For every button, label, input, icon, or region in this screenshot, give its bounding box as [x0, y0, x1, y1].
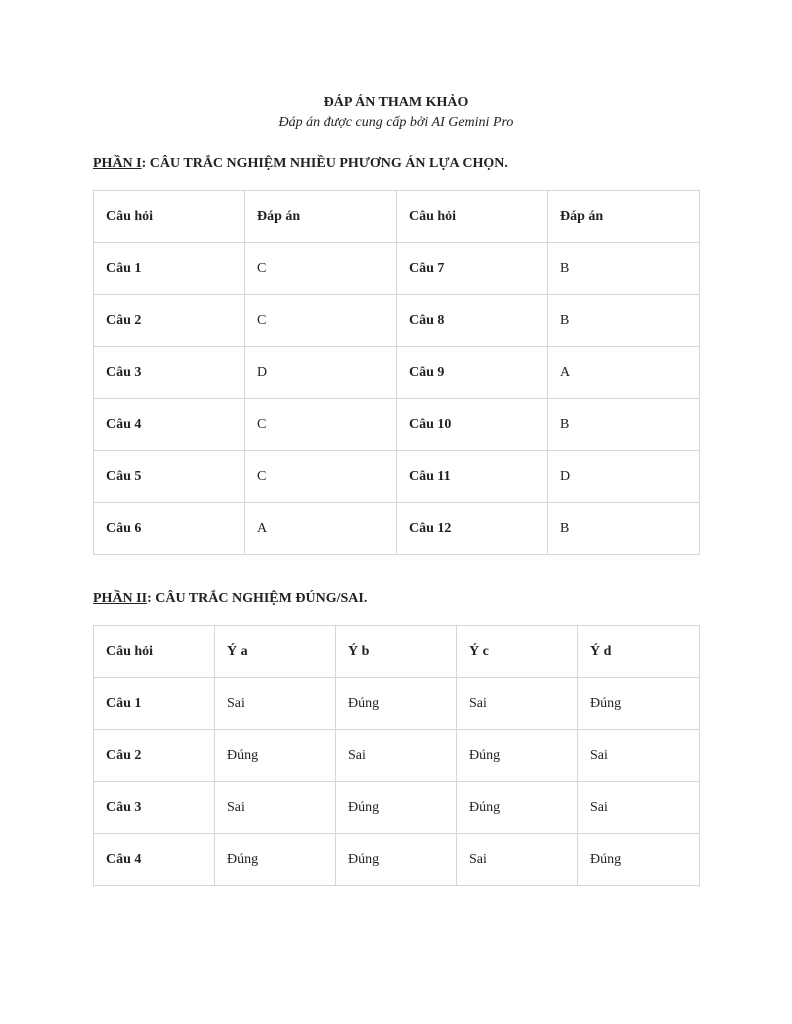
table-row: [94, 834, 700, 886]
header-cell: Đáp án: [245, 191, 397, 243]
part1-heading-text: : CÂU TRẮC NGHIỆM NHIỀU PHƯƠNG ÁN LỰA CHỌN.: [141, 156, 508, 171]
header-cell: Đáp án: [548, 191, 700, 243]
table-row: [94, 782, 700, 834]
document-title: ĐÁP ÁN THAM KHẢO: [323, 95, 469, 110]
answer-cell: Sai: [457, 678, 578, 730]
answer-cell: C: [245, 295, 397, 347]
answer-cell: D: [245, 347, 397, 399]
table-row: [94, 451, 700, 503]
answer-cell: Sai: [336, 730, 457, 782]
answer-cell: A: [245, 503, 397, 555]
answer-cell: B: [548, 399, 700, 451]
part1-heading: [93, 155, 508, 173]
answer-cell: Đúng: [215, 730, 336, 782]
answer-cell: B: [548, 295, 700, 347]
answer-cell: Sai: [215, 782, 336, 834]
answer-cell: C: [245, 243, 397, 295]
question-cell: Câu 12: [397, 503, 548, 555]
question-cell: Câu 9: [397, 347, 548, 399]
question-cell: Câu 3: [94, 347, 245, 399]
answer-cell: Sai: [578, 782, 700, 834]
header-cell: Ý a: [215, 626, 336, 678]
table-row: [94, 347, 700, 399]
answer-cell: Sai: [578, 730, 700, 782]
answer-cell: C: [245, 399, 397, 451]
header-cell: Ý c: [457, 626, 578, 678]
question-cell: Câu 3: [94, 782, 215, 834]
table-header-row: [94, 626, 700, 678]
question-cell: Câu 6: [94, 503, 245, 555]
answer-cell: B: [548, 503, 700, 555]
question-cell: Câu 1: [94, 678, 215, 730]
answer-cell: C: [245, 451, 397, 503]
answer-cell: Sai: [215, 678, 336, 730]
answer-cell: D: [548, 451, 700, 503]
answer-cell: Đúng: [215, 834, 336, 886]
part1-label: PHẦN I: [93, 156, 142, 171]
question-cell: Câu 11: [397, 451, 548, 503]
question-cell: Câu 5: [94, 451, 245, 503]
question-cell: Câu 8: [397, 295, 548, 347]
part2-heading: [93, 590, 367, 608]
answer-cell: Đúng: [336, 782, 457, 834]
question-cell: Câu 2: [94, 730, 215, 782]
table-row: [94, 243, 700, 295]
answer-cell: Đúng: [457, 730, 578, 782]
answer-cell: Đúng: [578, 678, 700, 730]
table-row: [94, 678, 700, 730]
answer-cell: Sai: [457, 834, 578, 886]
part2-heading-text: : CÂU TRẮC NGHIỆM ĐÚNG/SAI.: [147, 591, 368, 606]
question-cell: Câu 2: [94, 295, 245, 347]
question-cell: Câu 4: [94, 834, 215, 886]
question-cell: Câu 7: [397, 243, 548, 295]
table-row: [94, 503, 700, 555]
answer-cell: Đúng: [336, 834, 457, 886]
table-row: [94, 399, 700, 451]
answer-cell: B: [548, 243, 700, 295]
header-cell: Ý b: [336, 626, 457, 678]
question-cell: Câu 10: [397, 399, 548, 451]
part2-answer-table: [93, 625, 700, 886]
answer-cell: Đúng: [457, 782, 578, 834]
answer-cell: A: [548, 347, 700, 399]
answer-cell: Đúng: [336, 678, 457, 730]
answer-cell: Đúng: [578, 834, 700, 886]
question-cell: Câu 4: [94, 399, 245, 451]
table-header-row: [94, 191, 700, 243]
header-cell: Câu hỏi: [94, 191, 245, 243]
part2-label: PHẦN II: [93, 591, 148, 606]
header-cell: Ý d: [578, 626, 700, 678]
document-subtitle: Đáp án được cung cấp bởi AI Gemini Pro: [278, 115, 514, 130]
table-row: [94, 295, 700, 347]
part1-answer-table: [93, 190, 700, 555]
question-cell: Câu 1: [94, 243, 245, 295]
header-cell: Câu hỏi: [397, 191, 548, 243]
header-cell: Câu hỏi: [94, 626, 215, 678]
table-row: [94, 730, 700, 782]
